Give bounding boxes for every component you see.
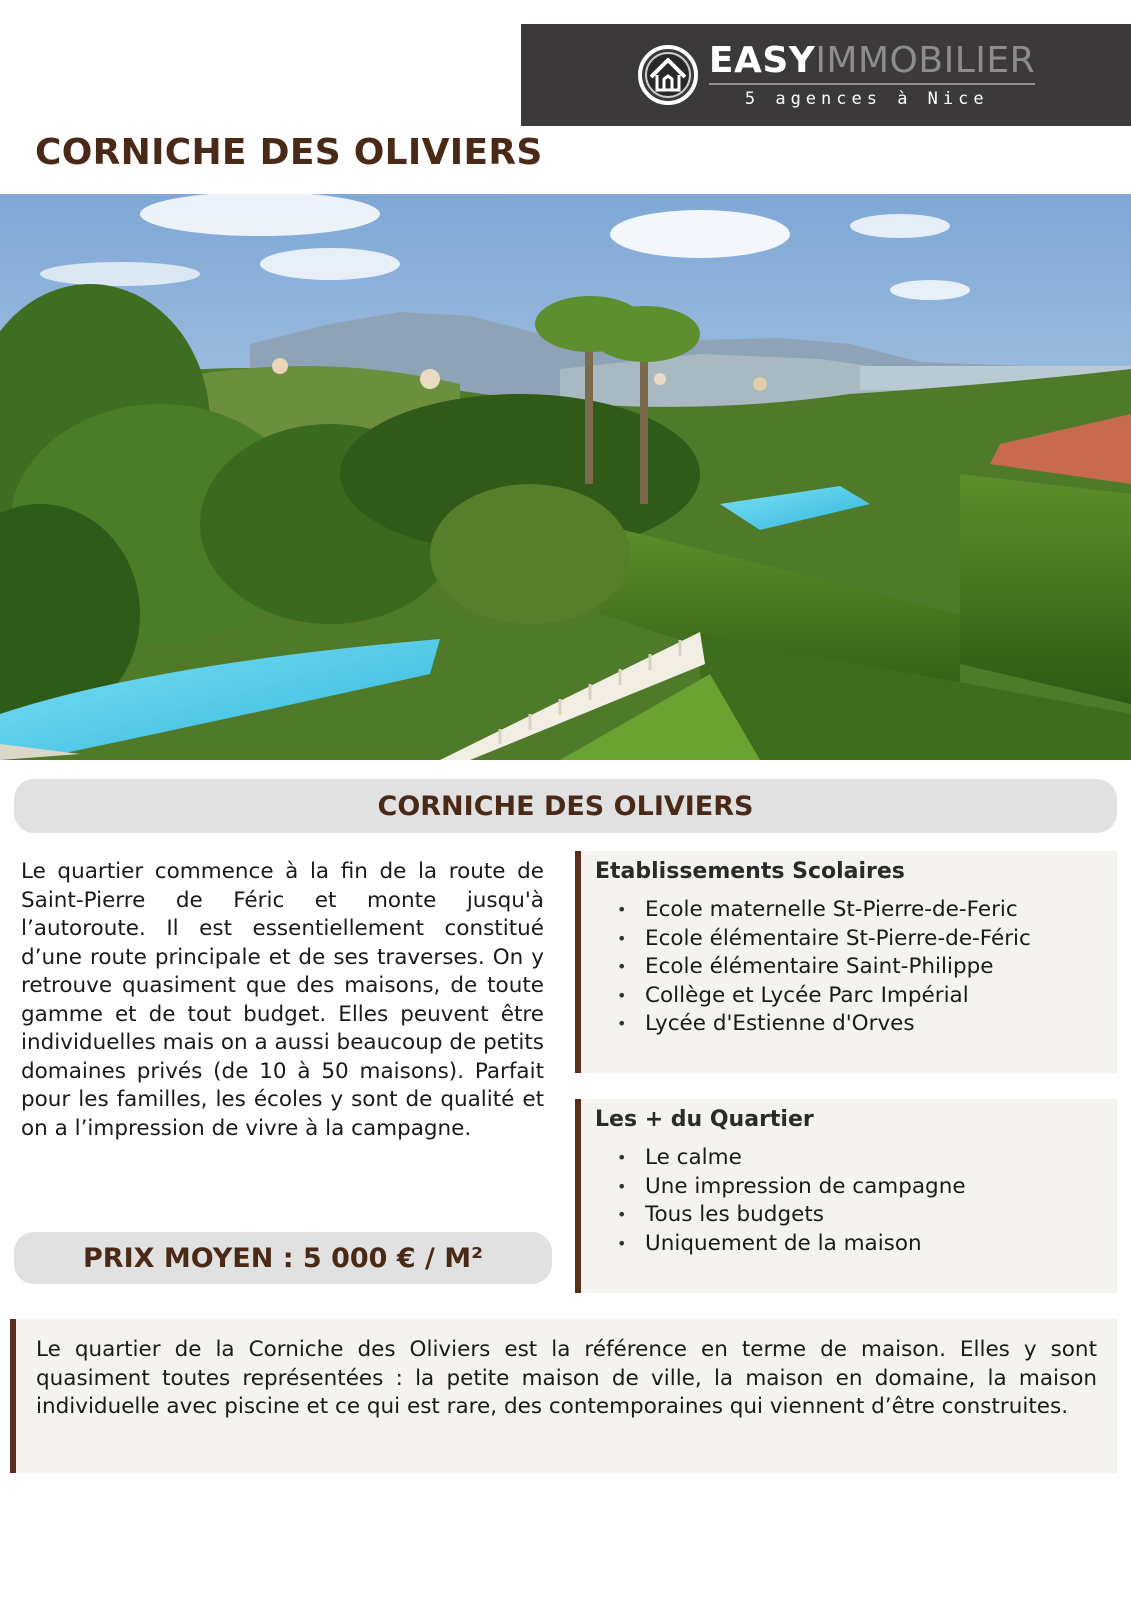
- bullet-icon: •: [617, 1205, 627, 1224]
- bullet-icon: •: [617, 928, 627, 948]
- house-emblem-icon: [637, 44, 699, 106]
- landscape-photo: [0, 194, 1131, 760]
- bullet-icon: •: [617, 1148, 627, 1167]
- logo-tagline: 5 agences à Nice: [744, 89, 989, 109]
- description-paragraph: Le quartier commence à la fin de la route de Saint-Pierre de Féric et monte jusqu'à l’autoroute. Il est essentiellement constitué d’une route principale et de ses traverses. On y retrouve quasiment que des maisons, de toute gamme et de tout budget. Elles peuvent être individuelles mais on a aussi beaucoup de petits domaines privés (de 10 à 50 maisons). Parfait pour les familles, les écoles y sont de qualité et on a l’impression de vivre à la campagne.: [21, 859, 544, 1141]
- logo-banner: [521, 24, 1131, 126]
- list-item: • Ecole élémentaire Saint-Philippe: [617, 953, 1103, 982]
- average-price-badge: PRIX MOYEN : 5 000 € / M²: [14, 1232, 552, 1284]
- bullet-icon: •: [617, 900, 627, 919]
- bullet-icon: •: [617, 1233, 627, 1253]
- perks-box: [575, 1099, 1117, 1293]
- bullet-icon: •: [617, 1176, 627, 1196]
- list-item: • Ecole maternelle St-Pierre-de-Feric: [617, 896, 1103, 925]
- list-item: • Tous les budgets: [617, 1201, 1103, 1230]
- hero-photo: [0, 194, 1131, 760]
- logo-wordmark: [709, 41, 1035, 81]
- perks-heading: Les + du Quartier: [595, 1107, 814, 1132]
- list-item: • Ecole élémentaire St-Pierre-de-Féric: [617, 925, 1103, 954]
- list-item: • Collège et Lycée Parc Impérial: [617, 982, 1103, 1011]
- logo: [637, 41, 1035, 109]
- summary-quote: Le quartier de la Corniche des Oliviers est la référence en terme de maison. Elles y sont quasiment toutes représentées : la petite maison de ville, la maison en domaine, la maison individuelle avec piscine et ce qui est rare, des contemporaines qui viennent d’être construites.: [10, 1319, 1117, 1473]
- list-item: • Une impression de campagne: [617, 1173, 1103, 1202]
- logo-brand-easy: EASY: [708, 40, 816, 81]
- perks-list: [595, 1144, 1103, 1258]
- page-title: CORNICHE DES OLIVIERS: [35, 132, 543, 173]
- schools-list: [595, 896, 1103, 1039]
- list-item: • Le calme: [617, 1144, 1103, 1173]
- logo-brand-immobilier: IMMOBILIER: [815, 40, 1036, 81]
- list-item: • Uniquement de la maison: [617, 1230, 1103, 1259]
- schools-heading: Etablissements Scolaires: [595, 859, 905, 884]
- schools-box: [575, 851, 1117, 1073]
- bullet-icon: •: [617, 985, 627, 1005]
- logo-divider: [709, 83, 1035, 85]
- list-item: • Lycée d'Estienne d'Orves: [617, 1010, 1103, 1039]
- bullet-icon: •: [617, 1014, 627, 1033]
- bullet-icon: •: [617, 957, 627, 976]
- section-heading: CORNICHE DES OLIVIERS: [14, 779, 1117, 833]
